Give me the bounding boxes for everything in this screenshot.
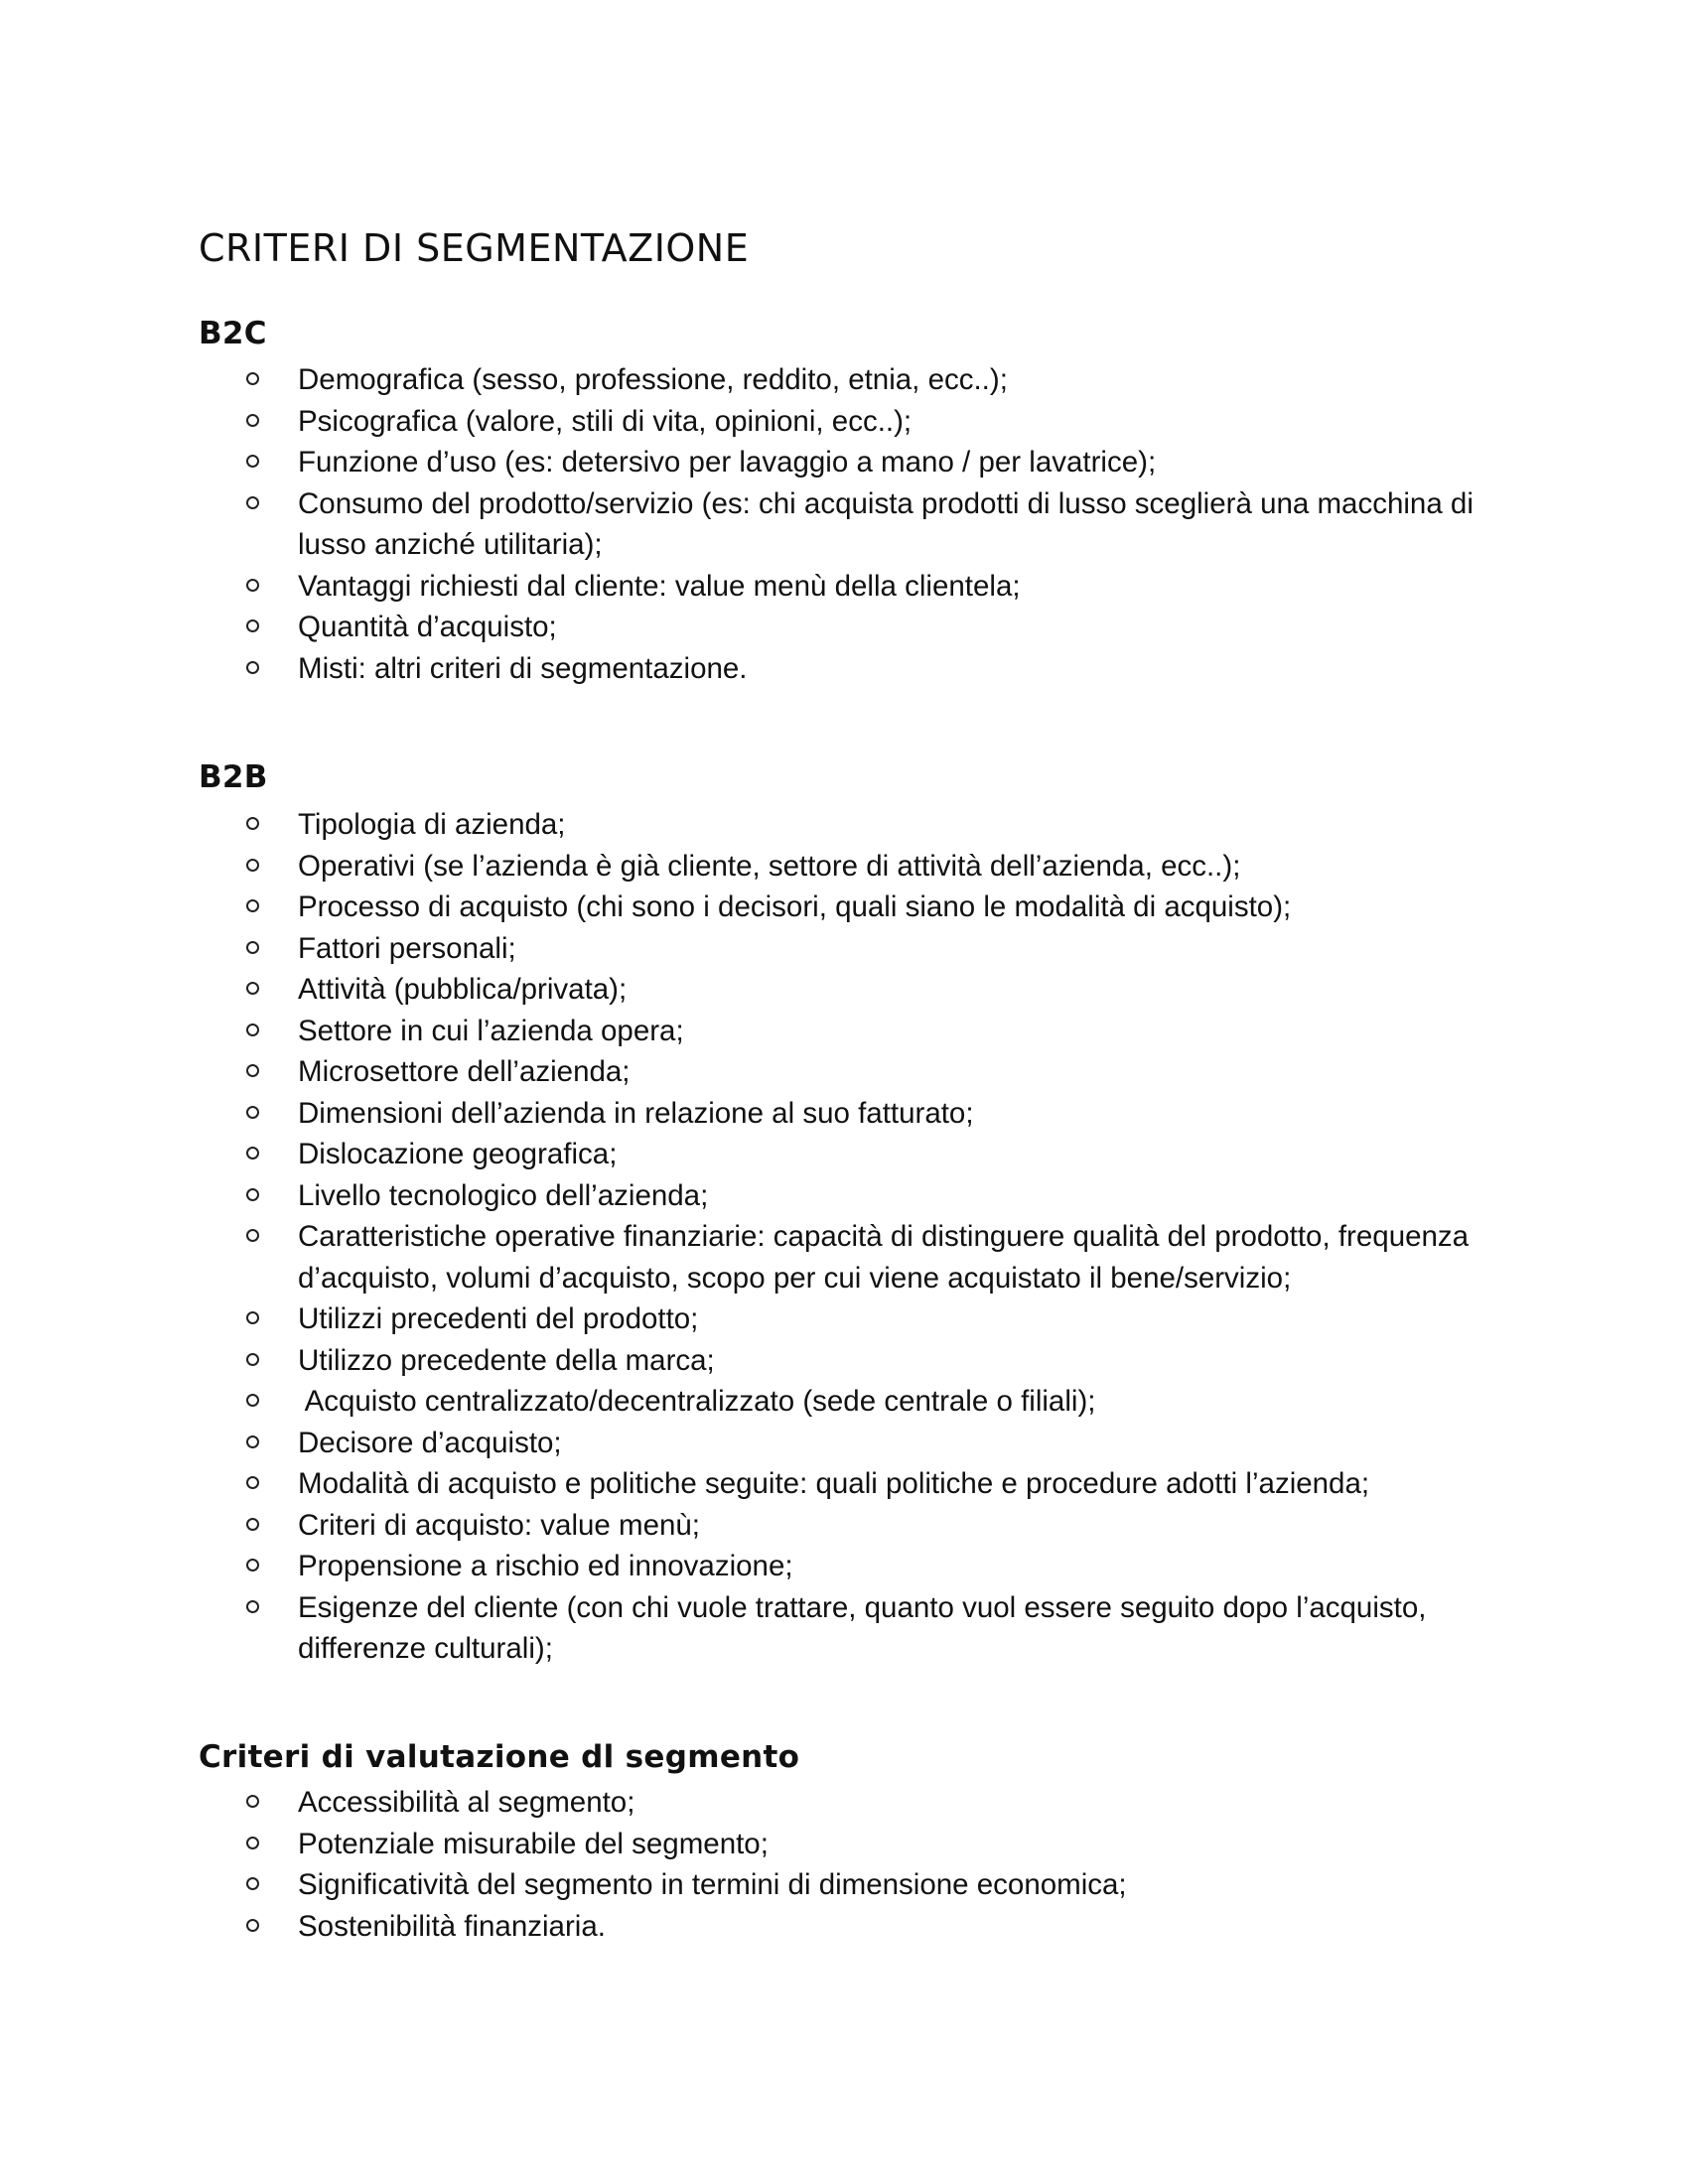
section-heading-b2c: B2C xyxy=(199,316,267,351)
circle-bullet-icon xyxy=(246,455,259,468)
circle-bullet-icon xyxy=(246,1024,259,1036)
section-heading-evaluation: Criteri di valutazione dl segmento xyxy=(199,1739,800,1775)
list-item: Decisore d’acquisto; xyxy=(0,1423,1529,1464)
list-item: Quantità d’acquisto; xyxy=(0,607,1529,648)
circle-bullet-icon xyxy=(246,619,259,632)
list-item: Dislocazione geografica; xyxy=(0,1134,1529,1175)
list-item: Psicografica (valore, stili di vita, opinioni, ecc..); xyxy=(0,401,1529,443)
list-item: Funzione d’uso (es: detersivo per lavaggio a mano / per lavatrice); xyxy=(0,442,1529,483)
list-item: Sostenibilità finanziaria. xyxy=(0,1906,1529,1948)
circle-bullet-icon xyxy=(246,1919,259,1932)
evaluation-criteria-list xyxy=(0,1782,1529,1947)
list-item: Settore in cui l’azienda opera; xyxy=(0,1011,1529,1052)
list-item: Potenziale misurabile del segmento; xyxy=(0,1824,1529,1865)
circle-bullet-icon xyxy=(246,1877,259,1890)
circle-bullet-icon xyxy=(246,414,259,427)
circle-bullet-icon xyxy=(246,941,259,954)
list-item: Microsettore dell’azienda; xyxy=(0,1051,1529,1093)
circle-bullet-icon xyxy=(246,372,259,385)
list-item: Acquisto centralizzato/decentralizzato (sede centrale o filiali); xyxy=(0,1381,1529,1423)
list-item: Propensione a rischio ed innovazione; xyxy=(0,1546,1529,1587)
b2c-criteria-list xyxy=(0,359,1529,689)
list-item: Utilizzo precedente della marca; xyxy=(0,1340,1529,1382)
circle-bullet-icon xyxy=(246,1229,259,1242)
list-item: Modalità di acquisto e politiche seguite: quali politiche e procedure adotti l’azienda; xyxy=(0,1463,1529,1505)
circle-bullet-icon xyxy=(246,1795,259,1808)
list-item: Esigenze del cliente (con chi vuole trattare, quanto vuol essere seguito dopo l’acquisto, differenze culturali); xyxy=(0,1587,1529,1670)
b2b-criteria-list xyxy=(0,804,1529,1670)
circle-bullet-icon xyxy=(246,1311,259,1324)
list-item: Accessibilità al segmento; xyxy=(0,1782,1529,1824)
circle-bullet-icon xyxy=(246,1188,259,1201)
list-item: Livello tecnologico dell’azienda; xyxy=(0,1175,1529,1217)
circle-bullet-icon xyxy=(246,1353,259,1366)
list-item: Fattori personali; xyxy=(0,928,1529,970)
circle-bullet-icon xyxy=(246,1106,259,1119)
circle-bullet-icon xyxy=(246,1559,259,1571)
list-item: Tipologia di azienda; xyxy=(0,804,1529,846)
circle-bullet-icon xyxy=(246,982,259,995)
circle-bullet-icon xyxy=(246,1147,259,1160)
list-item: Processo di acquisto (chi sono i decisori, quali siano le modalità di acquisto); xyxy=(0,887,1529,928)
list-item: Significatività del segmento in termini di dimensione economica; xyxy=(0,1864,1529,1906)
circle-bullet-icon xyxy=(246,661,259,674)
page-title: CRITERI DI SEGMENTAZIONE xyxy=(199,226,750,270)
circle-bullet-icon xyxy=(246,859,259,872)
list-item: Caratteristiche operative finanziarie: capacità di distinguere qualità del prodotto, frequenza d’acquisto, volumi d’acquisto, scopo per cui viene acquistato il bene/servizio; xyxy=(0,1216,1529,1298)
list-item: Criteri di acquisto: value menù; xyxy=(0,1505,1529,1547)
circle-bullet-icon xyxy=(246,1435,259,1448)
list-item: Dimensioni dell’azienda in relazione al suo fatturato; xyxy=(0,1093,1529,1135)
list-item: Utilizzi precedenti del prodotto; xyxy=(0,1298,1529,1340)
list-item: Demografica (sesso, professione, reddito, etnia, ecc..); xyxy=(0,359,1529,401)
circle-bullet-icon xyxy=(246,1064,259,1077)
list-item: Consumo del prodotto/servizio (es: chi acquista prodotti di lusso sceglierà una macchina di lusso anziché utilitaria); xyxy=(0,483,1529,566)
list-item: Vantaggi richiesti dal cliente: value menù della clientela; xyxy=(0,566,1529,608)
circle-bullet-icon xyxy=(246,817,259,830)
circle-bullet-icon xyxy=(246,1518,259,1531)
circle-bullet-icon xyxy=(246,899,259,912)
list-item: Operativi (se l’azienda è già cliente, settore di attività dell’azienda, ecc..); xyxy=(0,846,1529,887)
list-item: Attività (pubblica/privata); xyxy=(0,969,1529,1011)
circle-bullet-icon xyxy=(246,579,259,592)
circle-bullet-icon xyxy=(246,1837,259,1849)
circle-bullet-icon xyxy=(246,496,259,509)
list-item: Misti: altri criteri di segmentazione. xyxy=(0,648,1529,690)
section-heading-b2b: B2B xyxy=(199,759,268,795)
circle-bullet-icon xyxy=(246,1600,259,1613)
circle-bullet-icon xyxy=(246,1476,259,1489)
circle-bullet-icon xyxy=(246,1394,259,1407)
